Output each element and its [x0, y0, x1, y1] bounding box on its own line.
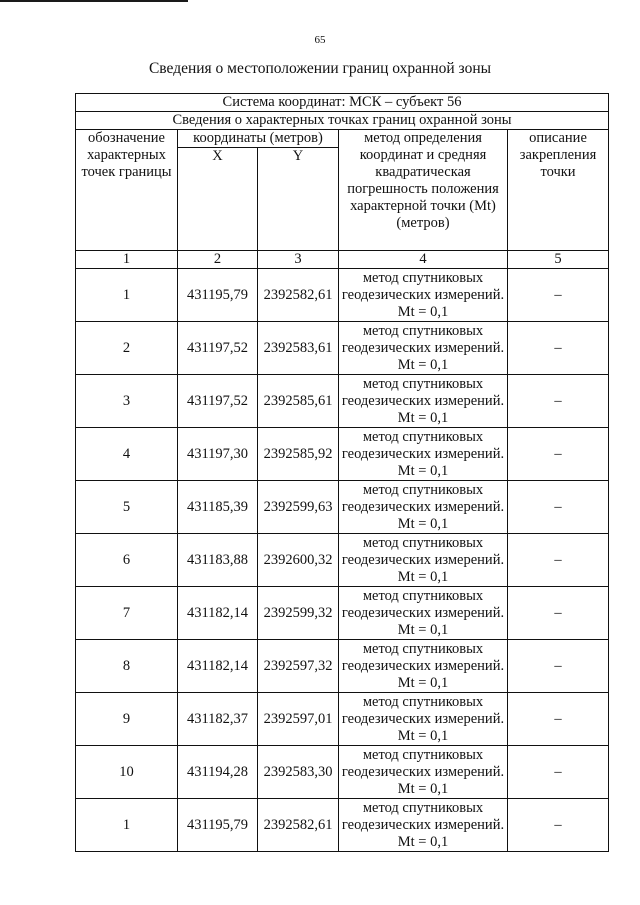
y-coordinate-cell: 2392582,61: [258, 799, 339, 852]
x-coordinate-cell: 431197,30: [178, 428, 258, 481]
header-designation: обозначение характерных точек границы: [76, 130, 178, 251]
page-number: 65: [314, 34, 326, 46]
y-coordinate-cell: 2392585,61: [258, 375, 339, 428]
x-coordinate-cell: 431182,14: [178, 587, 258, 640]
point-id-cell: 4: [76, 428, 178, 481]
x-coordinate-cell: 431197,52: [178, 375, 258, 428]
point-id-cell: 3: [76, 375, 178, 428]
top-rule: [0, 0, 188, 2]
description-cell: –: [508, 746, 609, 799]
point-id-cell: 10: [76, 746, 178, 799]
table-row: [76, 375, 609, 428]
x-coordinate-cell: 431195,79: [178, 799, 258, 852]
point-id-cell: 8: [76, 640, 178, 693]
column-number: 2: [178, 251, 258, 269]
method-cell: метод спутниковых геодезических измерений. Mt = 0,1: [339, 481, 508, 534]
point-id-cell: 9: [76, 693, 178, 746]
column-number: 5: [508, 251, 609, 269]
table-row: [76, 269, 609, 322]
boundary-points-table: [75, 93, 609, 852]
description-cell: –: [508, 481, 609, 534]
table-row: [76, 640, 609, 693]
point-id-cell: 7: [76, 587, 178, 640]
x-coordinate-cell: 431195,79: [178, 269, 258, 322]
x-coordinate-cell: 431194,28: [178, 746, 258, 799]
y-coordinate-cell: 2392583,30: [258, 746, 339, 799]
method-cell: метод спутниковых геодезических измерений. Mt = 0,1: [339, 640, 508, 693]
x-coordinate-cell: 431197,52: [178, 322, 258, 375]
method-cell: метод спутниковых геодезических измерений. Mt = 0,1: [339, 693, 508, 746]
description-cell: –: [508, 428, 609, 481]
table-row: [76, 322, 609, 375]
table-row: [76, 481, 609, 534]
point-id-cell: 1: [76, 269, 178, 322]
column-number: 4: [339, 251, 508, 269]
page-title: Сведения о местоположении границ охранной зоны: [148, 60, 492, 77]
method-cell: метод спутниковых геодезических измерений. Mt = 0,1: [339, 534, 508, 587]
description-cell: –: [508, 799, 609, 852]
table-row: [76, 428, 609, 481]
table-row: [76, 799, 609, 852]
description-cell: –: [508, 322, 609, 375]
table-row: [76, 693, 609, 746]
column-number: 1: [76, 251, 178, 269]
description-cell: –: [508, 269, 609, 322]
description-cell: –: [508, 693, 609, 746]
coordinate-system-caption: Система координат: МСК – субъект 56: [76, 94, 609, 112]
point-id-cell: 2: [76, 322, 178, 375]
points-subtitle: Сведения о характерных точках границ охранной зоны: [76, 112, 609, 130]
x-coordinate-cell: 431182,14: [178, 640, 258, 693]
description-cell: –: [508, 534, 609, 587]
method-cell: метод спутниковых геодезических измерений. Mt = 0,1: [339, 587, 508, 640]
x-coordinate-cell: 431185,39: [178, 481, 258, 534]
column-number: 3: [258, 251, 339, 269]
description-cell: –: [508, 375, 609, 428]
method-cell: метод спутниковых геодезических измерений. Mt = 0,1: [339, 428, 508, 481]
y-coordinate-cell: 2392582,61: [258, 269, 339, 322]
header-y: Y: [258, 148, 339, 251]
y-coordinate-cell: 2392585,92: [258, 428, 339, 481]
x-coordinate-cell: 431183,88: [178, 534, 258, 587]
header-coordinates: координаты (метров): [178, 130, 339, 148]
table-row: [76, 587, 609, 640]
point-id-cell: 1: [76, 799, 178, 852]
y-coordinate-cell: 2392597,32: [258, 640, 339, 693]
description-cell: –: [508, 587, 609, 640]
point-id-cell: 5: [76, 481, 178, 534]
point-id-cell: 6: [76, 534, 178, 587]
x-coordinate-cell: 431182,37: [178, 693, 258, 746]
method-cell: метод спутниковых геодезических измерений. Mt = 0,1: [339, 269, 508, 322]
method-cell: метод спутниковых геодезических измерений. Mt = 0,1: [339, 799, 508, 852]
method-cell: метод спутниковых геодезических измерений. Mt = 0,1: [339, 375, 508, 428]
y-coordinate-cell: 2392599,63: [258, 481, 339, 534]
y-coordinate-cell: 2392597,01: [258, 693, 339, 746]
header-x: X: [178, 148, 258, 251]
y-coordinate-cell: 2392600,32: [258, 534, 339, 587]
table-row: [76, 746, 609, 799]
method-cell: метод спутниковых геодезических измерений. Mt = 0,1: [339, 746, 508, 799]
table-row: [76, 534, 609, 587]
method-cell: метод спутниковых геодезических измерений. Mt = 0,1: [339, 322, 508, 375]
header-method: метод определения координат и средняя квадратическая погрешность положения характерной точки (Mt) (метров): [339, 130, 508, 251]
y-coordinate-cell: 2392583,61: [258, 322, 339, 375]
header-description: описание закрепления точки: [508, 130, 609, 251]
y-coordinate-cell: 2392599,32: [258, 587, 339, 640]
description-cell: –: [508, 640, 609, 693]
